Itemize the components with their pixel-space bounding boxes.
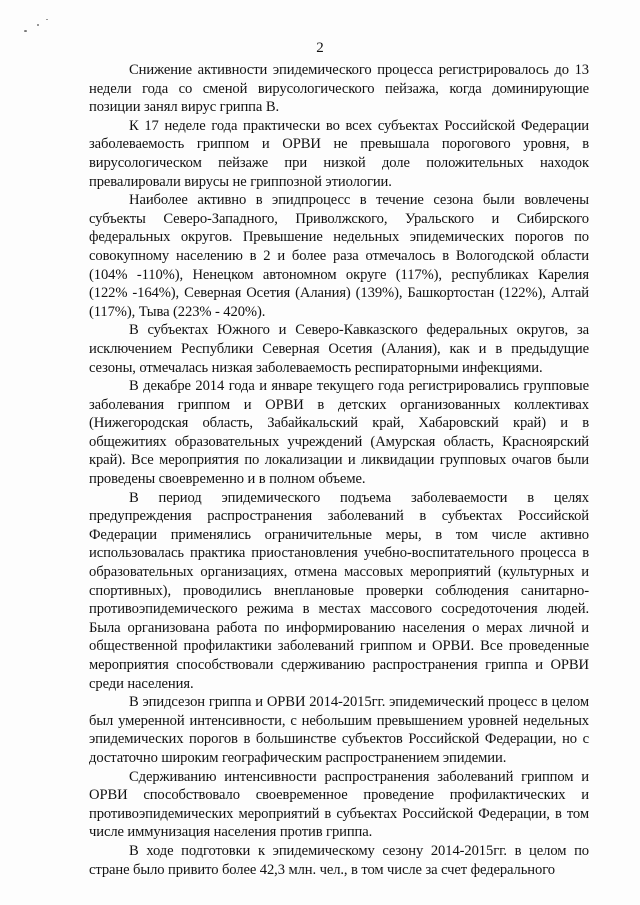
document-body xyxy=(89,61,589,879)
scan-speck xyxy=(37,24,39,26)
paragraph-9: В ходе подготовки к эпидемическому сезону 2014-2015гг. в целом по стране было привито более 42,3 млн. чел., в том числе за счет федерального xyxy=(89,842,589,878)
paragraph-4: В субъектах Южного и Северо-Кавказского федеральных округов, за исключением Республики Северная Осетия (Алания), как и в предыдущие сезоны, отмечалась низкая заболеваемость респираторными инфекциями. xyxy=(89,322,589,376)
paragraph-3: Наиболее активно в эпидпроцесс в течение сезона были вовлечены субъекты Северо-Западного, Приволжского, Уральского и Сибирского федеральных округов. Превышение недельных эпидемических порогов по совокупному населению в 2 и более раза отмечалось в Вологодской области (104% -110%), Ненецком автономном округе (117%), республиках Карелия (122% -164%), Северная Осетия (Алания) (139%), Башкортостан (122%), Алтай (117%), Тыва (223% - 420%). xyxy=(89,192,589,320)
paragraph-7: В эпидсезон гриппа и ОРВИ 2014-2015гг. эпидемический процесс в целом был умеренной интенсивности, с небольшим превышением уровней недельных эпидемических порогов в большинстве субъектов Российской Федерации, но с достаточно широким географическим распространением эпидемии. xyxy=(89,694,589,766)
paragraph-2: К 17 неделе года практически во всех субъектах Российской Федерации заболеваемость гриппом и ОРВИ не превышала порогового уровня, в вирусологическом пейзаже при низкой доле положительных находок превалировали вирусы не гриппозной этиологии. xyxy=(89,117,589,190)
page-number: 2 xyxy=(316,40,324,56)
scan-speck xyxy=(24,30,27,32)
paragraph-5: В декабре 2014 года и январе текущего года регистрировались групповые заболевания гриппом и ОРВИ в детских организованных коллективах (Нижегородская область, Забайкальский край, Хабаровский край) и в общежитиях образовательных учреждений (Амурская область, Красноярский край). Все мероприятия по локализации и ликвидации групповых очагов были проведены своевременно и в полном объеме. xyxy=(89,378,589,488)
paragraph-1: Снижение активности эпидемического процесса регистрировалось до 13 недели года со сменой вирусологического пейзажа, когда доминирующие позиции занял вирус гриппа В. xyxy=(89,62,589,116)
paragraph-6: В период эпидемического подъема заболеваемости в целях предупреждения распространения заболеваний в субъектах Российской Федерации применялись ограничительные меры, в том числе активно использовалась практика приостановления учебно-воспитательного процесса в образовательных организациях, отмена массовых мероприятий (культурных и спортивных), проводились внеплановые проверки соблюдения санитарно-противоэпидемического режима в местах массового сосредоточения людей. Была организована работа по информированию населения о мерах личной и общественной профилактики заболеваний гриппом и ОРВИ. Все проведенные мероприятия способствовали сдерживанию распространения гриппа и ОРВИ среди населения. xyxy=(89,489,589,692)
paragraph-8: Сдерживанию интенсивности распространения заболеваний гриппом и ОРВИ способствовало своевременное проведение профилактических и противоэпидемических мероприятий в субъектах Российской Федерации, в том числе иммунизация населения против гриппа. xyxy=(89,768,589,841)
scan-speck xyxy=(46,19,48,20)
